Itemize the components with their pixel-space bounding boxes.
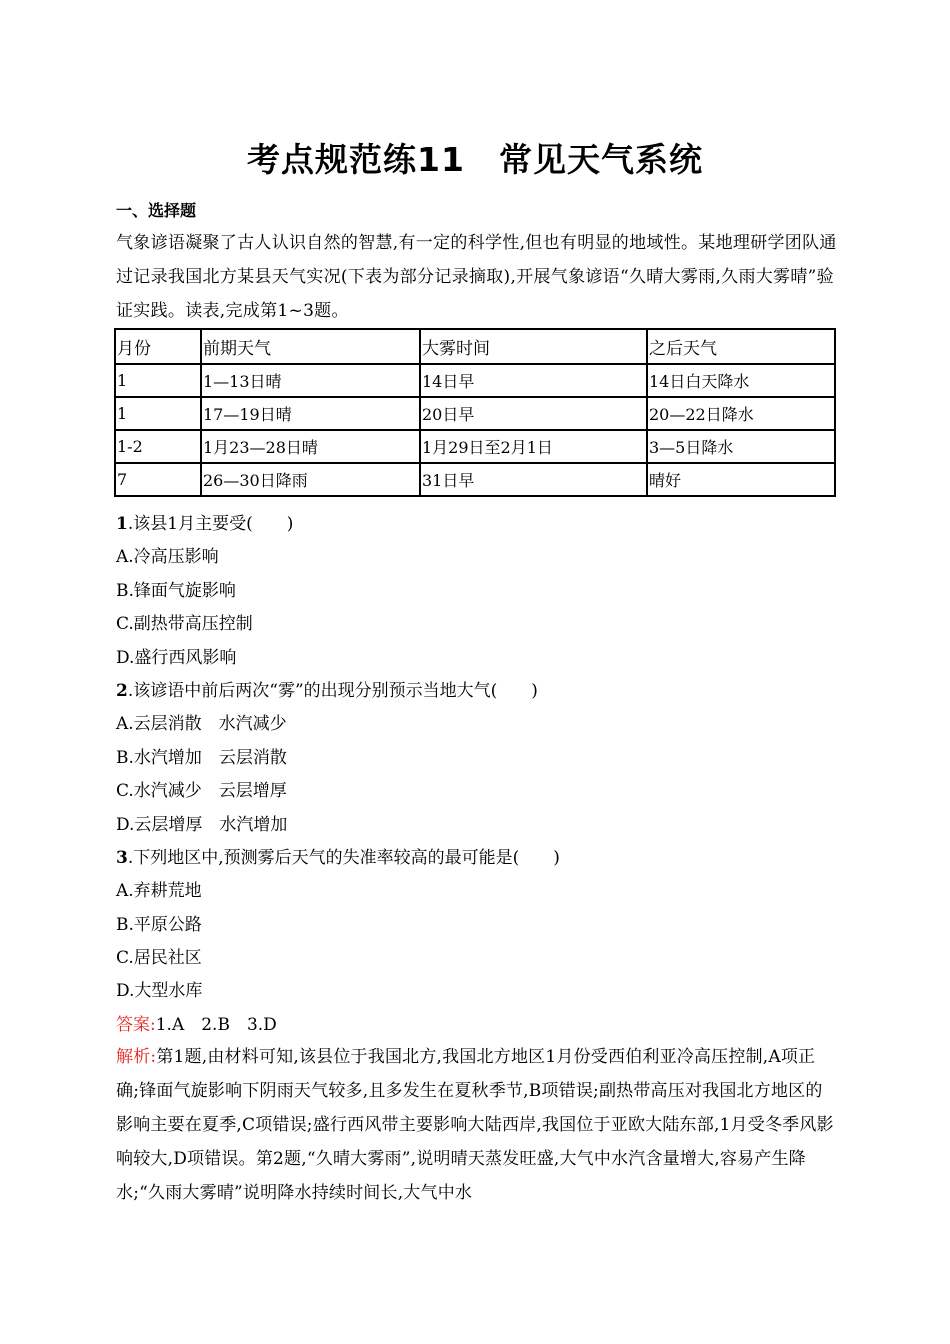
question-3 (116, 842, 838, 875)
table-row (115, 430, 835, 463)
question-number: 1 (116, 514, 128, 534)
question-1 (116, 508, 838, 541)
table-cell: 26—30日降雨 (201, 463, 420, 496)
table-row (115, 397, 835, 430)
table-cell: 7 (115, 463, 201, 496)
table-cell: 晴好 (647, 463, 835, 496)
table-header: 前期天气 (201, 329, 420, 364)
option-d: D.云层增厚 水汽增加 (116, 814, 288, 835)
option-d: D.盛行西风影响 (116, 647, 237, 668)
table-cell: 1-2 (115, 430, 201, 463)
answer-line (116, 1009, 838, 1042)
question-2 (116, 675, 838, 708)
table-cell: 14日白天降水 (647, 364, 835, 397)
table-cell: 20—22日降水 (647, 397, 835, 430)
option-c: C.水汽减少 云层增厚 (116, 781, 287, 802)
table-cell: 1月23—28日晴 (201, 430, 420, 463)
table-cell: 17—19日晴 (201, 397, 420, 430)
section-heading: 一、选择题 (116, 201, 197, 220)
table-row (115, 463, 835, 496)
table-header-row (115, 329, 835, 364)
explanation-text: 第1题,由材料可知,该县位于我国北方,我国北方地区1月份受西伯利亚冷高压控制,A项正确;锋面气旋影响下阴雨天气较多,且多发生在夏秋季节,B项错误;副热带高压对我国北方地区的影响主要在夏季,C项错误;盛行西风带主要影响大陆西岸,我国位于亚欧大陆东部,1月受冬季风影响较大,D项错误。第2题,“久晴大雾雨”,说明晴天蒸发旺盛,大气中水汽含量增大,容易产生降水;“久雨大雾晴”说明降水持续时间长,大气中水 (116, 1047, 834, 1203)
table-cell: 31日早 (420, 463, 647, 496)
option-a: A.弃耕荒地 (116, 881, 202, 902)
table-cell: 1 (115, 364, 201, 397)
option-c: C.副热带高压控制 (116, 614, 253, 635)
table-header: 之后天气 (647, 329, 835, 364)
question-number: 3 (116, 847, 128, 868)
option-c: C.居民社区 (116, 948, 202, 969)
option-b: B.锋面气旋影响 (116, 580, 236, 601)
answer-text: 1.A 2.B 3.D (155, 1014, 277, 1035)
option-b: B.水汽增加 云层消散 (116, 747, 287, 768)
table-cell: 3—5日降水 (647, 430, 835, 463)
table-header: 月份 (115, 329, 201, 364)
explanation-label: 解析: (116, 1047, 157, 1067)
question-stem: .该县1月主要受( ) (127, 514, 294, 534)
option-a: A.云层消散 水汽减少 (116, 714, 287, 735)
option-b: B.平原公路 (116, 914, 202, 935)
answer-label: 答案: (116, 1014, 156, 1035)
intro-paragraph: 气象谚语凝聚了古人认识自然的智慧,有一定的科学性,但也有明显的地域性。某地理研学团队通过记录我国北方某县天气实况(下表为部分记录摘取),开展气象谚语“久晴大雾雨,久雨大雾晴”验证实践。读表,完成第1~3题。 (116, 233, 837, 321)
table-header: 大雾时间 (420, 329, 647, 364)
table-cell: 1—13日晴 (201, 364, 420, 397)
question-stem: .该谚语中前后两次“雾”的出现分别预示当地大气( ) (127, 680, 538, 701)
table-cell: 1 (115, 397, 201, 430)
option-a: A.冷高压影响 (116, 547, 219, 568)
table-row (115, 364, 835, 397)
table-cell: 20日早 (420, 397, 647, 430)
question-stem: .下列地区中,预测雾后天气的失准率较高的最可能是( ) (127, 847, 560, 868)
page-title: 考点规范练11 常见天气系统 (247, 140, 703, 179)
weather-table (114, 328, 836, 497)
option-d: D.大型水库 (116, 981, 203, 1002)
questions-block (116, 508, 838, 1042)
table-cell: 1月29日至2月1日 (420, 430, 647, 463)
table-cell: 14日早 (420, 364, 647, 397)
question-number: 2 (116, 680, 128, 701)
explanation-paragraph (116, 1040, 838, 1210)
